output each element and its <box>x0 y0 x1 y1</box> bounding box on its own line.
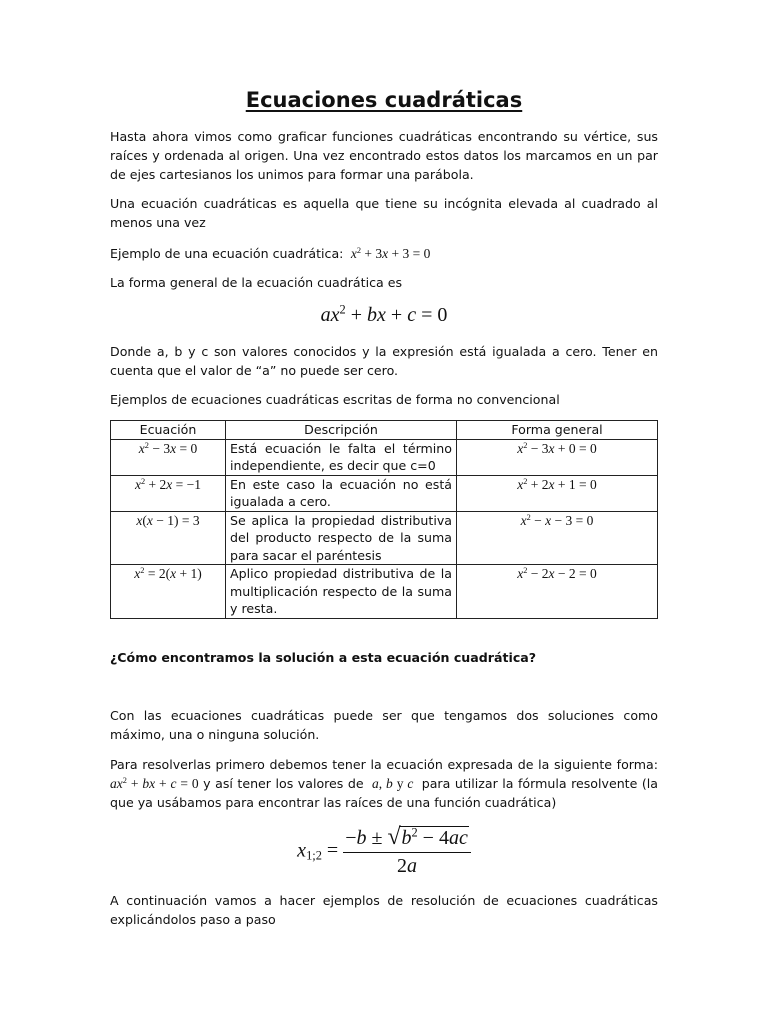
header-descripcion: Descripción <box>226 421 457 440</box>
header-ecuacion: Ecuación <box>111 421 226 440</box>
table-header-row <box>111 421 658 440</box>
examples-table <box>110 420 658 619</box>
solve-text-3: para utilizar la fórmula resolvente (la que ya usábamos para encontrar las raíces de una función cuadrática) <box>110 776 658 810</box>
row1-general-form: $x^2 - 3x + 0 = 0$ <box>457 439 658 475</box>
row3-general-form: $x^2 - x - 3 = 0$ <box>457 511 658 565</box>
row2-equation: $x^2 + 2x = -1$ <box>111 475 226 511</box>
examples-label: Ejemplos de ecuaciones cuadráticas escritas de forma no convencional <box>110 392 560 407</box>
note-paragraph: Donde a, b y c son valores conocidos y la expresión está igualada a cero. Tener en cuenta que el valor de “a” no puede ser cero. <box>110 344 658 378</box>
closing-paragraph: A continuación vamos a hacer ejemplos de resolución de ecuaciones cuadráticas explicándolos paso a paso <box>110 893 658 927</box>
table-row <box>111 511 658 565</box>
row2-general-form: $x^2 + 2x + 1 = 0$ <box>457 475 658 511</box>
page-title: Ecuaciones cuadráticas <box>245 88 523 112</box>
table-row <box>111 475 658 511</box>
quadratic-formula: $x_{1;2}$ = −b ± √ $b^2 - 4ac$ 2a <box>0 826 768 878</box>
table-row <box>111 439 658 475</box>
row4-description: Aplico propiedad distributiva de la multiplicación respecto de la suma y resta. <box>226 565 457 619</box>
table-row <box>111 565 658 619</box>
solve-paragraph <box>110 755 658 812</box>
row4-general-form: $x^2 - 2x - 2 = 0$ <box>457 565 658 619</box>
definition-paragraph: Una ecuación cuadráticas es aquella que tiene su incógnita elevada al cuadrado al menos una vez <box>110 196 658 230</box>
row1-equation: $x^2 - 3x = 0$ <box>111 439 226 475</box>
solve-text-2: y así tener los valores de <box>198 776 369 791</box>
question-heading: ¿Cómo encontramos la solución a esta ecuación cuadrática? <box>110 650 537 665</box>
row3-equation: x(x − 1) = 3 <box>111 511 226 565</box>
formula-fraction: −b ± √ $b^2 - 4ac$ 2a <box>343 826 471 878</box>
coefficients-inline: a, b y c <box>368 776 418 791</box>
example-equation: $x^2 + 3x + 3 = 0$ <box>347 245 431 261</box>
row4-equation: $x^2 = 2(x + 1)$ <box>111 565 226 619</box>
general-form-equation: $ax^2$ + bx + c = 0 <box>320 302 448 326</box>
solve-text-1: Para resolverlas primero debemos tener la ecuación expresada de la siguiente forma: <box>110 757 658 772</box>
header-forma-general: Forma general <box>457 421 658 440</box>
solutions-paragraph: Con las ecuaciones cuadráticas puede ser que tengamos dos soluciones como máximo, una o ninguna solución. <box>110 708 658 742</box>
example-label: Ejemplo de una ecuación cuadrática: <box>110 246 344 261</box>
row1-description: Está ecuación le falta el término independiente, es decir que c=0 <box>226 439 457 475</box>
general-form-label: La forma general de la ecuación cuadrática es <box>110 275 403 290</box>
row3-description: Se aplica la propiedad distributiva del producto respecto de la suma para sacar el paréntesis <box>226 511 457 565</box>
example-line <box>110 244 658 263</box>
intro-paragraph: Hasta ahora vimos como graficar funciones cuadráticas encontrando su vértice, sus raíces y ordenada al origen. Una vez encontrado estos datos los marcamos en un par de ejes cartesianos los unimos para formar una parábola. <box>110 129 658 182</box>
row2-description: En este caso la ecuación no está igualada a cero. <box>226 475 457 511</box>
standard-form-inline: $ax^2$ + bx + c = 0 <box>110 775 199 791</box>
